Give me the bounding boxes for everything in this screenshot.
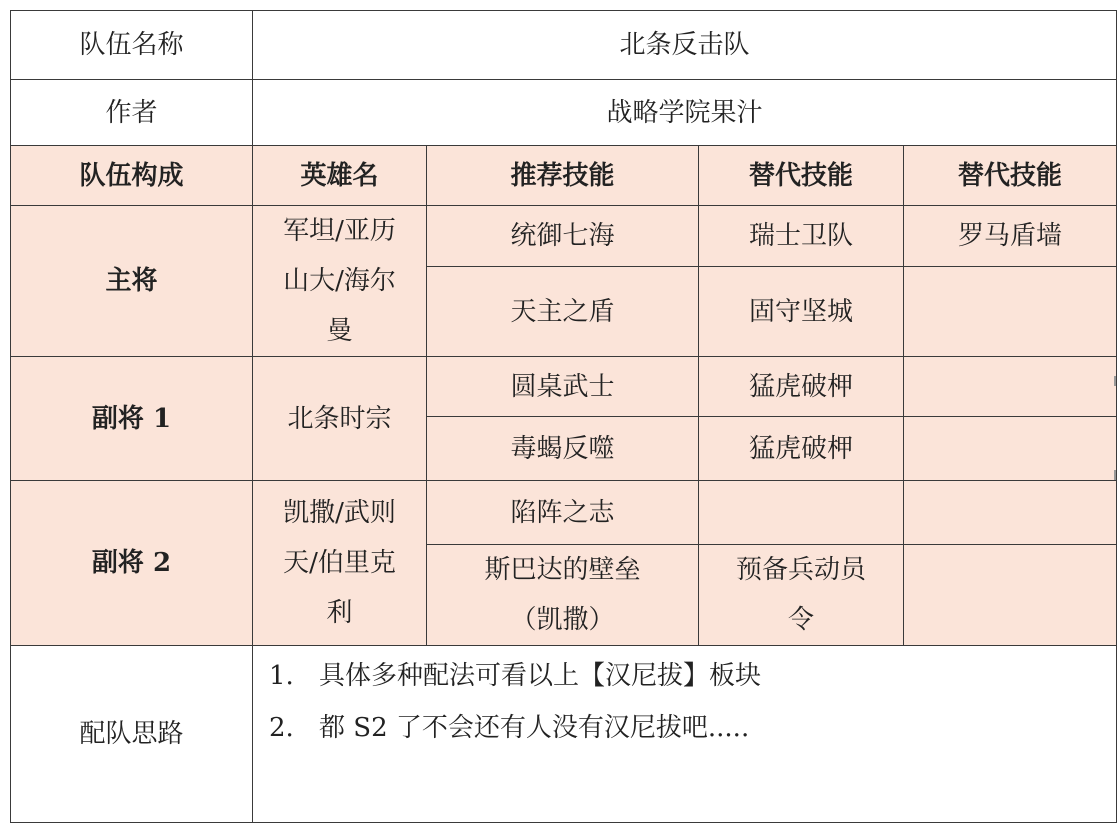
- alt-skill-2-cell: [904, 357, 1117, 417]
- hero-line: 天/伯里克: [283, 548, 396, 578]
- column-header-row: [11, 146, 1117, 206]
- note-number: 2.: [269, 713, 294, 743]
- recommended-skill-cell: 统御七海: [427, 206, 699, 267]
- skill-line: （凯撒）: [510, 605, 615, 635]
- hero-line: 北条时宗: [287, 403, 392, 434]
- skill-line: 令: [787, 605, 814, 635]
- recommended-skill-cell: 陷阵之志: [427, 481, 699, 545]
- alt-skill-2-cell: [904, 481, 1117, 545]
- hero-line: 利: [326, 598, 353, 628]
- alt-skill-1-cell: [699, 481, 904, 545]
- col-header-composition: 队伍构成: [11, 146, 253, 206]
- note-item: [269, 702, 1116, 754]
- recommended-skill-cell: [427, 545, 699, 646]
- table-row: [11, 481, 1117, 545]
- hero-line: 军坦/亚历: [283, 216, 396, 246]
- col-header-alt-skill-2: 替代技能: [904, 146, 1117, 206]
- alt-skill-1-cell: 猛虎破柙: [699, 357, 904, 417]
- alt-skill-1-cell: 瑞士卫队: [699, 206, 904, 267]
- role-deputy-1: 副将 1: [11, 357, 253, 481]
- role-deputy-2: 副将 2: [11, 481, 253, 646]
- note-text: 具体多种配法可看以上【汉尼拔】板块: [319, 661, 762, 691]
- recommended-skill-cell: 圆桌武士: [427, 357, 699, 417]
- col-header-recommended-skill: 推荐技能: [427, 146, 699, 206]
- table-row: [11, 206, 1117, 267]
- skill-line: 斯巴达的壁垒: [484, 555, 641, 585]
- alt-skill-1-cell: [699, 545, 904, 646]
- hero-name-cell: [253, 206, 427, 357]
- note-text: 都 S2 了不会还有人没有汉尼拔吧.....: [319, 713, 750, 743]
- hero-line: 曼: [326, 316, 353, 346]
- alt-skill-2-cell: [904, 267, 1117, 357]
- skill-line: 预备兵动员: [735, 555, 866, 585]
- hero-name-cell: [253, 357, 427, 481]
- strategy-label: 配队思路: [11, 646, 253, 823]
- strategy-notes: [253, 646, 1117, 823]
- margin-mark: [1114, 470, 1116, 480]
- hero-line: 凯撒/武则: [283, 498, 396, 528]
- alt-skill-2-cell: [904, 545, 1117, 646]
- table-row: [11, 357, 1117, 417]
- alt-skill-1-cell: 猛虎破柙: [699, 417, 904, 481]
- author-label: 作者: [11, 80, 253, 146]
- role-main-general: 主将: [11, 206, 253, 357]
- team-name-value: 北条反击队: [253, 11, 1117, 80]
- recommended-skill-cell: 天主之盾: [427, 267, 699, 357]
- col-header-hero-name: 英雄名: [253, 146, 427, 206]
- hero-line: 山大/海尔: [283, 266, 396, 296]
- col-header-alt-skill-1: 替代技能: [699, 146, 904, 206]
- note-item: [269, 650, 1116, 702]
- note-number: 1.: [269, 661, 294, 691]
- recommended-skill-cell: 毒蝎反噬: [427, 417, 699, 481]
- alt-skill-2-cell: [904, 417, 1117, 481]
- team-table: [10, 10, 1117, 823]
- author-value: 战略学院果汁: [253, 80, 1117, 146]
- margin-mark: [1114, 376, 1116, 386]
- strategy-row: [11, 646, 1117, 823]
- team-name-label: 队伍名称: [11, 11, 253, 80]
- alt-skill-1-cell: 固守坚城: [699, 267, 904, 357]
- alt-skill-2-cell: 罗马盾墙: [904, 206, 1117, 267]
- hero-name-cell: [253, 481, 427, 646]
